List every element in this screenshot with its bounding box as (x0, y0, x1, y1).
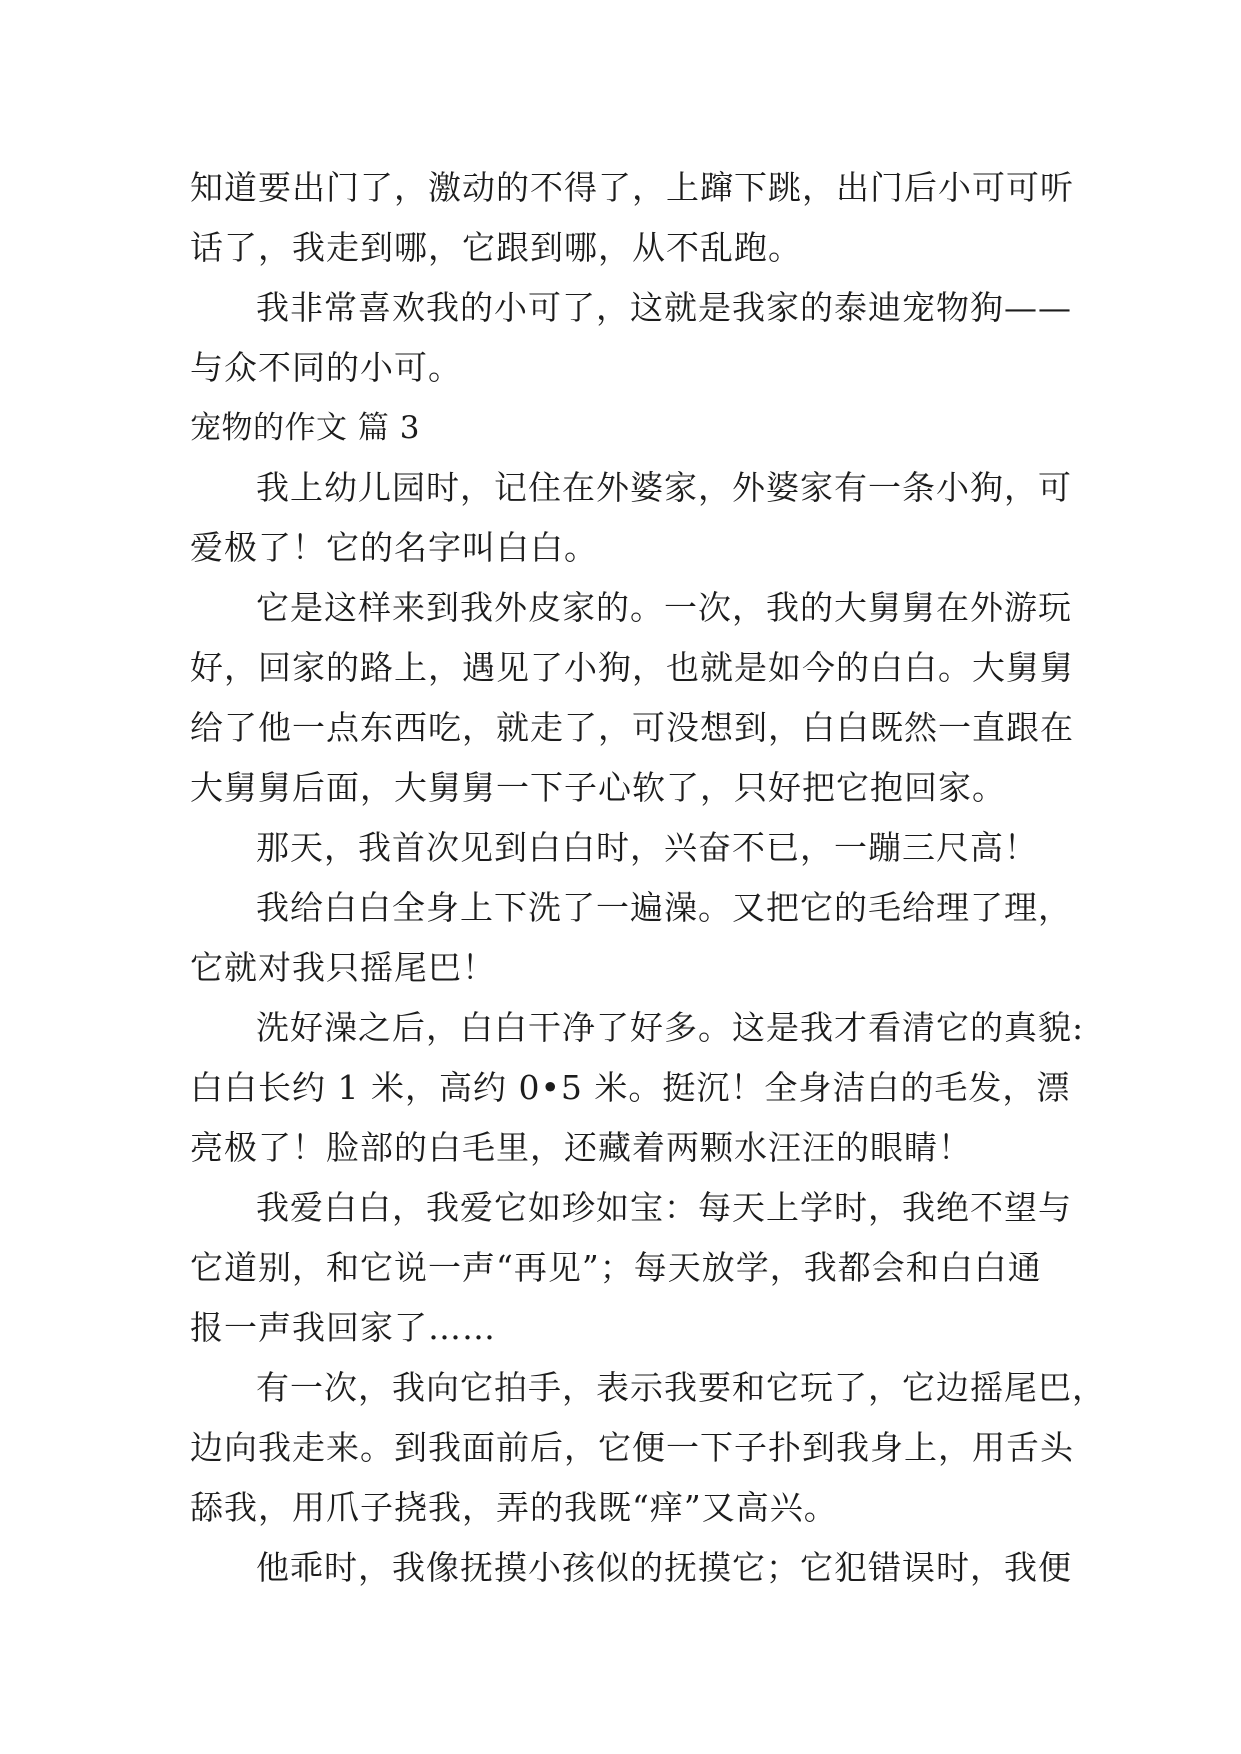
paragraph-line: 那天，我首次见到白白时，兴奋不已，一蹦三尺高！ (256, 828, 1038, 867)
paragraph-line: 我上幼儿园时，记住在外婆家，外婆家有一条小狗，可 (256, 468, 1072, 507)
paragraph-line: 我给白白全身上下洗了一遍澡。又把它的毛给理了理， (256, 888, 1072, 927)
paragraph-line: 爱极了！它的名字叫白白。 (190, 528, 598, 567)
paragraph-line: 白白长约 1 米，高约 0•5 米。挺沉！全身洁白的毛发，漂 (190, 1068, 1071, 1107)
paragraph-line: 边向我走来。到我面前后，它便一下子扑到我身上，用舌头 (190, 1428, 1074, 1467)
paragraph-line: 我非常喜欢我的小可了，这就是我家的泰迪宠物狗—— (256, 288, 1072, 327)
paragraph-line: 他乖时，我像抚摸小孩似的抚摸它；它犯错误时，我便 (256, 1548, 1072, 1587)
essay-body (190, 158, 1106, 1598)
paragraph-line: 它就对我只摇尾巴！ (190, 948, 496, 987)
paragraph-line: 亮极了！脸部的白毛里，还藏着两颗水汪汪的眼睛！ (190, 1128, 972, 1167)
paragraph-line: 与众不同的小可。 (190, 348, 462, 387)
paragraph-line: 它是这样来到我外皮家的。一次，我的大舅舅在外游玩 (256, 588, 1072, 627)
paragraph-line: 报一声我回家了…… (190, 1308, 496, 1347)
paragraph-line: 知道要出门了，激动的不得了，上蹿下跳，出门后小可可听 (190, 168, 1074, 207)
section-heading: 宠物的作文 篇 3 (190, 410, 420, 446)
paragraph-line: 好，回家的路上，遇见了小狗，也就是如今的白白。大舅舅 (190, 648, 1074, 687)
paragraph-line: 洗好澡之后，白白干净了好多。这是我才看清它的真貌: (256, 1008, 1085, 1047)
paragraph-line: 它道别，和它说一声“再见”；每天放学，我都会和白白通 (190, 1248, 1042, 1287)
paragraph-line: 给了他一点东西吃，就走了，可没想到，白白既然一直跟在 (190, 708, 1074, 747)
paragraph-line: 话了，我走到哪，它跟到哪，从不乱跑。 (190, 228, 802, 267)
paragraph-line: 舔我，用爪子挠我，弄的我既“痒”又高兴。 (190, 1488, 838, 1527)
paragraph-line: 大舅舅后面，大舅舅一下子心软了，只好把它抱回家。 (190, 768, 1006, 807)
paragraph-line: 有一次，我向它拍手，表示我要和它玩了，它边摇尾巴， (256, 1368, 1106, 1407)
paragraph-line: 我爱白白，我爱它如珍如宝：每天上学时，我绝不望与 (256, 1188, 1072, 1227)
